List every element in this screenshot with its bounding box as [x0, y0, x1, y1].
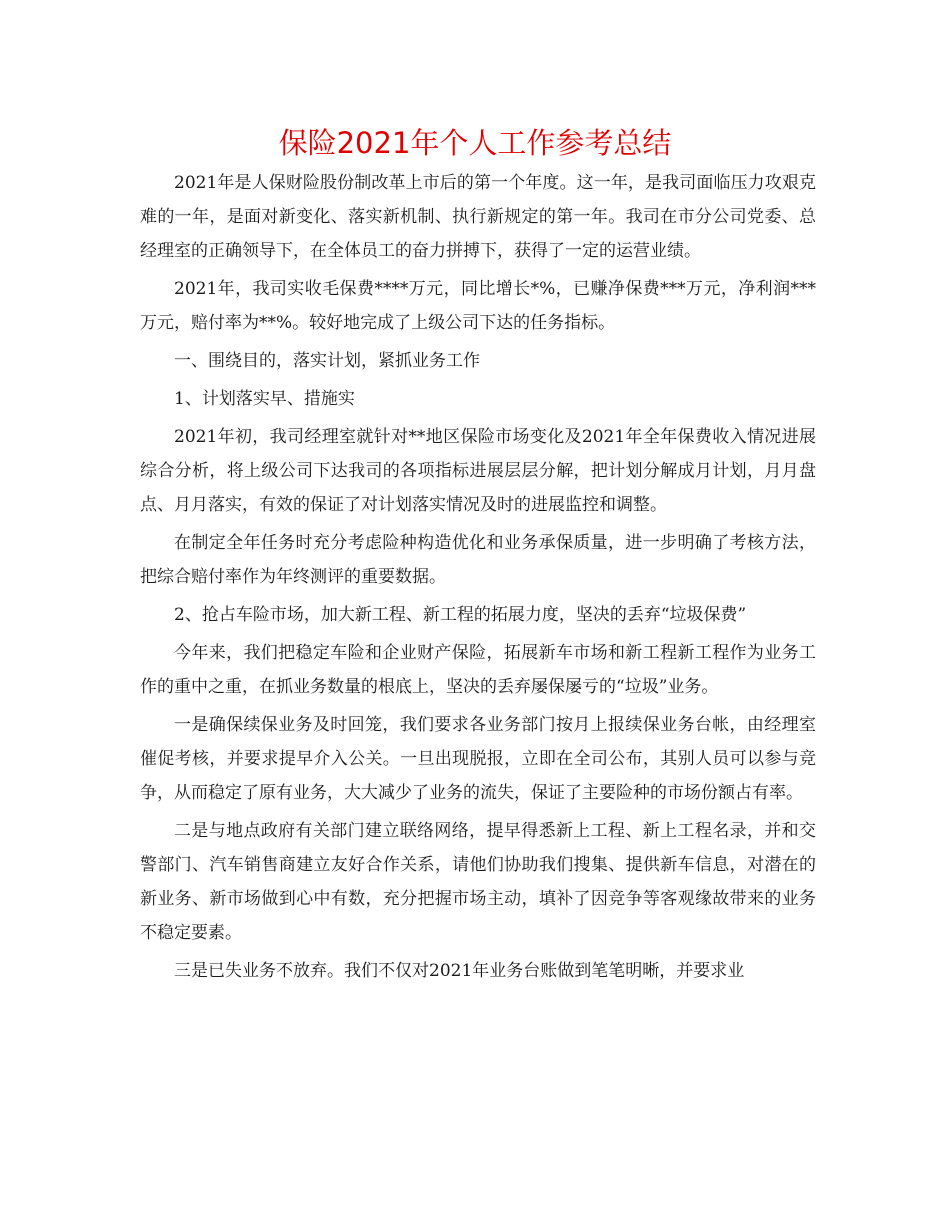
subsection-heading: 1、计划落实早、措施实: [174, 389, 355, 409]
paragraph: 今年来，我们把稳定车险和企业财产保险，拓展新车市场和新工程新工程作为业务工作的重中之重，在抓业务数量的根底上，坚决的丢弃屡保屡亏的“垃圾”业务。: [140, 643, 816, 697]
paragraph: 2021年是人保财险股份制改革上市后的第一个年度。这一年，是我司面临压力攻艰克难的一年，是面对新变化、落实新机制、执行新规定的第一年。我司在市分公司党委、总经理室的正确领导下，在全体员工的奋力拼搏下，获得了一定的运营业绩。: [140, 173, 816, 261]
subsection-heading: 2、抢占车险市场，加大新工程、新工程的拓展力度，坚决的丢弃“垃圾保费”: [174, 605, 747, 625]
document-body: [140, 166, 816, 992]
paragraph: 二是与地点政府有关部门建立联络网络，提早得悉新上工程、新上工程名录，并和交警部门、汽车销售商建立友好合作关系，请他们协助我们搜集、提供新车信息，对潜在的新业务、新市场做到心中有数，充分把握市场主动，填补了因竞争等客观缘故带来的业务不稳定要素。: [140, 821, 816, 943]
document-title: 保险2021年个人工作参考总结: [278, 126, 672, 160]
paragraph: 2021年初，我司经理室就针对**地区保险市场变化及2021年全年保费收入情况进展综合分析，将上级公司下达我司的各项指标进展层层分解，把计划分解成月计划，月月盘点、月月落实，有效的保证了对计划落实情况及时的进展监控和调整。: [140, 427, 816, 515]
section-heading: 一、围绕目的，落实计划，紧抓业务工作: [174, 351, 480, 371]
paragraph: 一是确保续保业务及时回笼，我们要求各业务部门按月上报续保业务台帐，由经理室催促考核，并要求提早介入公关。一旦出现脱报，立即在全司公布，其别人员可以参与竞争，从而稳定了原有业务，大大减少了业务的流失，保证了主要险种的市场份额占有率。: [140, 715, 816, 803]
paragraph: 在制定全年任务时充分考虑险种构造优化和业务承保质量，进一步明确了考核方法，把综合赔付率作为年终测评的重要数据。: [140, 533, 816, 587]
paragraph: 2021年，我司实收毛保费****万元，同比增长*%，已赚净保费***万元，净利润***万元，赔付率为**%。较好地完成了上级公司下达的任务指标。: [140, 279, 816, 333]
paragraph: 三是已失业务不放弃。我们不仅对2021年业务台账做到笔笔明晰，并要求业: [174, 961, 745, 981]
